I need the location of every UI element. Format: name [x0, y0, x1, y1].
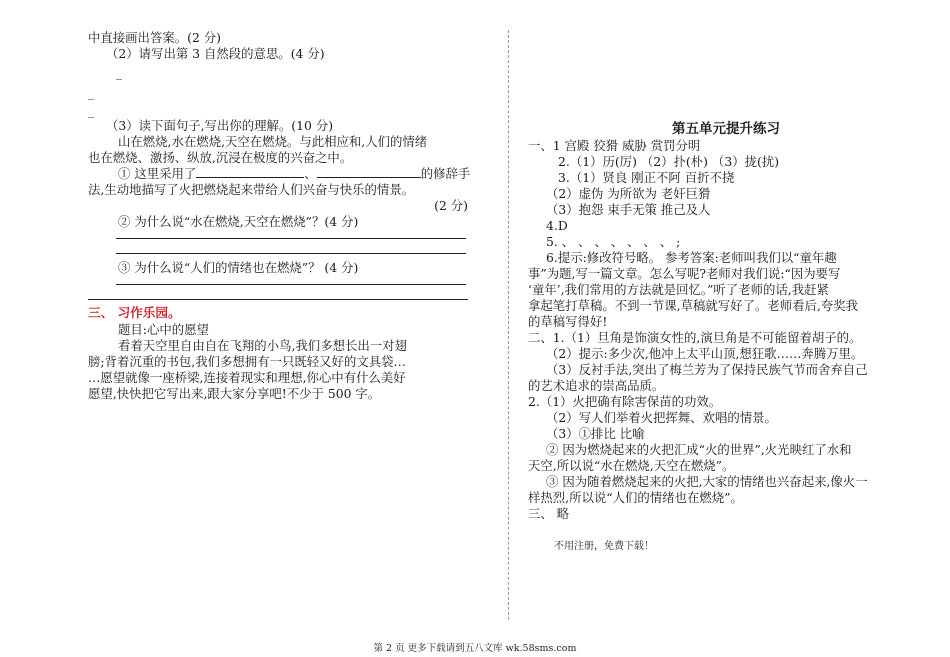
answer-line-text: 样热烈,所以说“人们的情绪也在燃烧”。	[528, 490, 743, 505]
essay-prompt: 膀;背着沉重的书包,我们多想拥有一只既轻又好的文具袋…	[88, 354, 406, 369]
essay-topic: 题目:心中的愿望	[118, 322, 209, 337]
answer-line-text: （2）提示:多少次,他冲上太平山顶,想狂歌……奔腾万里。	[546, 346, 864, 361]
quote-line: 也在燃烧、激扬、纵放,沉浸在极度的兴奋之中。	[88, 150, 353, 165]
page-title: 第五单元提升练习	[672, 121, 780, 137]
left-column	[88, 30, 474, 402]
answer-line-text: （3）①排比 比喻	[546, 426, 645, 441]
answer-line-text: 3.（1）贤良 刚正不阿 百折不挠	[558, 170, 735, 185]
answer-line-text: 2.（1）历(厉) （2）扑(朴) （3）拢(扰)	[558, 154, 780, 169]
right-column	[528, 120, 924, 554]
question-3-1	[88, 166, 474, 182]
answer-line-text: 6.提示:修改符号略。 参考答案:老师叫我们以“童年趣	[546, 250, 837, 265]
question-text: ① 这里采用了	[118, 166, 197, 181]
answer-line-text: 三、 略	[528, 506, 570, 521]
question-3: （3）读下面句子,写出你的理解。(10 分)	[106, 118, 334, 133]
answer-line-text: 拿起笔打草稿。不到一节课,草稿就写好了。老师看后,夸奖我	[528, 298, 859, 313]
download-note: 不用注册，免费下载！	[554, 541, 654, 552]
question-3-3: ③ 为什么说“人们的情绪也在燃烧”？ (4 分)	[118, 260, 359, 275]
page-footer: 第 2 页 更多下载请到五八文库 wk.58sms.com	[373, 643, 577, 654]
answer-line-text: ② 因为燃烧起来的火把汇成“火的世界”,火光映红了水和	[546, 442, 852, 457]
answer-line-text: 5. 、 、 、 、 、 、 、 ;	[546, 234, 681, 249]
answer-line-text: 的草稿写得好!	[528, 314, 608, 329]
answer-line-text: 2.（1）火把确有除害保苗的功效。	[528, 394, 722, 409]
essay-prompt: …愿望就像一座桥梁,连接着现实和理想,你心中有什么美好	[88, 370, 406, 385]
answer-line-text: 的艺术追求的崇高品质。	[528, 378, 665, 393]
question-text: 、	[304, 166, 317, 181]
section-heading: 三、 习作乐园。	[88, 305, 181, 320]
score-label: (2 分)	[434, 198, 468, 213]
answer-dash: _	[88, 86, 94, 100]
fill-blank[interactable]	[196, 166, 304, 178]
answer-line[interactable]	[116, 253, 466, 254]
answer-line-text: 4.D	[546, 218, 568, 233]
answer-dash: _	[116, 66, 122, 80]
answer-line[interactable]	[88, 299, 468, 300]
answer-line-text: 天空,所以说“水在燃烧,天空在燃烧”。	[528, 458, 735, 473]
answer-line-text: ③ 因为随着燃烧起来的火把,大家的情绪也兴奋起来,像火一	[546, 474, 868, 489]
question-3-2: ② 为什么说“水在燃烧,天空在燃烧”？(4 分)	[118, 214, 359, 229]
answer-dash: _	[88, 104, 94, 118]
quote-line: 山在燃烧,水在燃烧,天空在燃烧。与此相应和,人们的情绪	[118, 134, 428, 149]
answer-line[interactable]	[116, 284, 466, 285]
answer-line-text: （3）抱怨 束手无策 推己及人	[546, 202, 711, 217]
question-text: 的修辞手	[420, 166, 471, 181]
essay-prompt: 看着天空里自由自在飞翔的小鸟,我们多想长出一对翅	[118, 338, 407, 353]
column-divider	[508, 30, 509, 620]
answer-line-text: ‘童年’,我们常用的方法就是回忆。”听了老师的话,我赶紧	[528, 282, 829, 297]
answer-line-text: 事”为题,写一篇文章。怎么写呢?老师对我们说:“因为要写	[528, 266, 841, 281]
essay-prompt: 愿望,快快把它写出来,跟大家分享吧!不少于 500 字。	[88, 386, 381, 401]
answer-line-text: 一、1 宫殿 狡猾 威胁 赏罚分明	[528, 138, 701, 153]
text-line: 中直接画出答案。(2 分)	[88, 30, 222, 45]
fill-blank[interactable]	[317, 166, 421, 178]
question-2: （2）请写出第 3 自然段的意思。(4 分)	[106, 46, 325, 61]
answer-line-text: 二、1.（1）旦角是饰演女性的,演旦角是不可能留着胡子的。	[528, 330, 862, 345]
answer-line-text: （3）反衬手法,突出了梅兰芳为了保持民族气节而舍弃自己	[546, 362, 868, 377]
answer-line[interactable]	[116, 238, 466, 239]
answer-line-text: （2）写人们举着火把挥舞、欢唱的情景。	[546, 410, 777, 425]
question-text: 法,生动地描写了火把燃烧起来带给人们兴奋与快乐的情景。	[88, 182, 415, 197]
answer-line-text: （2）虚伪 为所欲为 老奸巨猾	[546, 186, 711, 201]
